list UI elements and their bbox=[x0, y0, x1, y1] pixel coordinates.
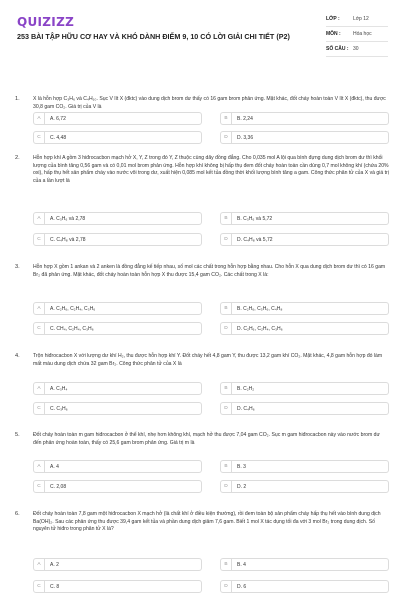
option-c[interactable] bbox=[33, 580, 202, 593]
option-letter: C bbox=[34, 323, 45, 334]
option-text: D. 6 bbox=[237, 583, 247, 590]
option-text: A. C₃H₆ và 2,78 bbox=[50, 215, 86, 222]
question-text: Đốt cháy hoàn toàn m gam hiđrocacbon ở thể khí, nhẹ hơn không khí, mạch hở thu được 7,04 gam CO₂. Sục m gam hiđrocacbon này vào nước brom dư đến phản ứng hoàn toàn, thấy có 25,6 gam brom phản ứng. Giá trị m là bbox=[33, 432, 380, 446]
question-number: 1. bbox=[15, 96, 20, 102]
option-d[interactable] bbox=[220, 322, 389, 335]
option-letter: B bbox=[221, 383, 232, 394]
option-text: C. CH₄, C₂H₄, C₃H₆ bbox=[50, 325, 94, 332]
option-text: A. C₂H₆, C₂H₄, C₃H₆ bbox=[50, 305, 96, 312]
meta-value: 30 bbox=[353, 46, 359, 52]
option-b[interactable] bbox=[220, 382, 389, 395]
worksheet-meta bbox=[326, 12, 388, 57]
option-b[interactable] bbox=[220, 212, 389, 225]
option-text: A. 6,72 bbox=[50, 115, 66, 122]
option-text: B. 4 bbox=[237, 561, 246, 568]
option-letter: B bbox=[221, 559, 232, 570]
option-d[interactable] bbox=[220, 580, 389, 593]
option-letter: D bbox=[221, 581, 232, 592]
option-text: C. C₃H₆ bbox=[50, 405, 68, 412]
question-text: Trộn hiđrocacbon X với lượng dư khí H₂, thu được hỗn hợp khí Y. Đốt cháy hết 4,8 gam Y, thu được 13,2 gam khí CO₂. Mặt khác, 4,8 gam hỗn hợp đó làm mất màu dung dịch chứa 32 gam Br₂. Công thức phân tử của X là bbox=[33, 353, 383, 367]
meta-row-class bbox=[326, 12, 388, 27]
option-letter: A bbox=[34, 113, 45, 124]
option-letter: A bbox=[34, 559, 45, 570]
option-letter: D bbox=[221, 323, 232, 334]
option-text: A. 4 bbox=[50, 463, 59, 470]
option-c[interactable] bbox=[33, 233, 202, 246]
option-d[interactable] bbox=[220, 480, 389, 493]
option-text: C. 2,08 bbox=[50, 483, 67, 490]
option-text: B. 2,24 bbox=[237, 115, 253, 122]
question-number: 3. bbox=[15, 264, 20, 270]
option-text: A. C₃H₄ bbox=[50, 385, 68, 392]
option-b[interactable] bbox=[220, 460, 389, 473]
question-text: X là hỗn hợp C₃H₆ và C₄H₁₀. Sục V lít X (đktc) vào dung dịch brom dư thấy có 16 gam brom phản ứng. Mặt khác, đốt cháy hoàn toàn V lít X (đktc), thu được 30,8 gam CO₂. Giá trị của V là bbox=[33, 96, 386, 110]
option-letter: B bbox=[221, 461, 232, 472]
question-text: Đốt cháy hoàn toàn 7,8 gam một hiđrocacbon X mạch hở (là chất khí ở điều kiện thường), rồi đem toàn bộ sản phẩm cháy hấp thụ hết vào bình dung dịch Ba(OH)₂. Sau các phản ứng thu được 39,4 gam kết tủa và phần dung dịch giảm 7,6 gam. Biết 1 mol X tác dụng tối đa với 3 mol Br₂ trong dung dịch. Số nguyên tử hiđro trong phân tử X là? bbox=[33, 511, 381, 533]
option-text: C. 8 bbox=[50, 583, 60, 590]
option-a[interactable] bbox=[33, 112, 202, 125]
option-b[interactable] bbox=[220, 558, 389, 571]
question-number: 5. bbox=[15, 432, 20, 438]
worksheet-title: 253 BÀI TẬP HỮU CƠ HAY VÀ KHÓ DÀNH ĐIỂM 9, 10 CÓ LỜI GIẢI CHI TIẾT (P2) bbox=[17, 32, 290, 41]
meta-row-subject bbox=[326, 27, 388, 42]
option-letter: C bbox=[34, 581, 45, 592]
option-letter: D bbox=[221, 481, 232, 492]
option-d[interactable] bbox=[220, 131, 389, 144]
option-a[interactable] bbox=[33, 558, 202, 571]
option-letter: B bbox=[221, 113, 232, 124]
meta-label: MÔN : bbox=[326, 31, 341, 37]
meta-row-question-count bbox=[326, 42, 388, 57]
option-c[interactable] bbox=[33, 322, 202, 335]
option-letter: D bbox=[221, 403, 232, 414]
option-letter: C bbox=[34, 403, 45, 414]
option-text: B. C₂H₂ bbox=[237, 385, 255, 392]
quizizz-logo: QUIZIZZ bbox=[17, 15, 75, 29]
option-letter: D bbox=[221, 234, 232, 245]
option-a[interactable] bbox=[33, 382, 202, 395]
meta-value: Hóa học bbox=[353, 31, 372, 37]
option-letter: D bbox=[221, 132, 232, 143]
option-a[interactable] bbox=[33, 302, 202, 315]
question-number: 4. bbox=[15, 353, 20, 359]
option-a[interactable] bbox=[33, 212, 202, 225]
option-text: D. C₄H₆ bbox=[237, 405, 255, 412]
option-letter: C bbox=[34, 481, 45, 492]
option-text: B. C₂H₆, C₃H₆, C₄H₈ bbox=[237, 305, 283, 312]
option-letter: B bbox=[221, 213, 232, 224]
question-text: Hỗn hợp khí A gồm 3 hiđrocacbon mạch hở X, Y, Z trong đó Y, Z thuộc cùng dãy đồng đẳng. Cho 0,035 mol A lội qua bình đựng dung dịch brom dư thì khối lượng của bình tăng 0,56 gam và có 0,01 mol brom phản ứng. Hỗn hợp khí không bị hấp thụ đem đốt cháy hoàn toàn cần dùng 0,7 mol không khí (chứa 20% oxi), hấp thụ hết sản phẩm cháy vào nước vôi trong dư, xuất hiện 0,085 mol kết tủa đồng thời khối lượng bình tăng a gam. Công thức phân tử của X và giá trị của a lần lượt là bbox=[33, 155, 389, 184]
option-text: B. C₃H₆ và 5,72 bbox=[237, 215, 273, 222]
option-letter: A bbox=[34, 383, 45, 394]
option-letter: A bbox=[34, 303, 45, 314]
option-text: B. 3 bbox=[237, 463, 246, 470]
option-text: D. 3,36 bbox=[237, 134, 254, 141]
question-text: Hỗn hợp X gồm 1 ankan và 2 anken là đồng đẳng kế tiếp nhau, số mol các chất trong hỗn hợp bằng nhau. Cho hỗn X qua dung dịch brom dư thì có 16 gam Br₂ đã phản ứng. Mặt khác, đốt cháy hoàn toàn hỗn hợp X thu được 15,4 gam CO₂. Các chất trong X là: bbox=[33, 264, 386, 278]
meta-label: SỐ CÂU : bbox=[326, 46, 349, 52]
question-number: 6. bbox=[15, 511, 20, 517]
option-c[interactable] bbox=[33, 131, 202, 144]
meta-value: Lớp 12 bbox=[353, 16, 369, 22]
option-c[interactable] bbox=[33, 402, 202, 415]
option-letter: B bbox=[221, 303, 232, 314]
option-d[interactable] bbox=[220, 402, 389, 415]
option-b[interactable] bbox=[220, 112, 389, 125]
option-text: D. 2 bbox=[237, 483, 247, 490]
question-number: 2. bbox=[15, 155, 20, 161]
option-b[interactable] bbox=[220, 302, 389, 315]
option-letter: C bbox=[34, 132, 45, 143]
option-a[interactable] bbox=[33, 460, 202, 473]
option-c[interactable] bbox=[33, 480, 202, 493]
option-text: D. C₂H₆, C₂H₄, C₃H₆ bbox=[237, 325, 283, 332]
option-text: C. 4,48 bbox=[50, 134, 67, 141]
meta-label: LỚP : bbox=[326, 16, 340, 22]
option-letter: A bbox=[34, 213, 45, 224]
option-letter: A bbox=[34, 461, 45, 472]
option-text: D. C₄H₈ và 5,72 bbox=[237, 236, 273, 243]
option-d[interactable] bbox=[220, 233, 389, 246]
worksheet-header bbox=[0, 0, 400, 72]
option-text: A. 2 bbox=[50, 561, 59, 568]
option-text: C. C₄H₈ và 2,78 bbox=[50, 236, 86, 243]
option-letter: C bbox=[34, 234, 45, 245]
